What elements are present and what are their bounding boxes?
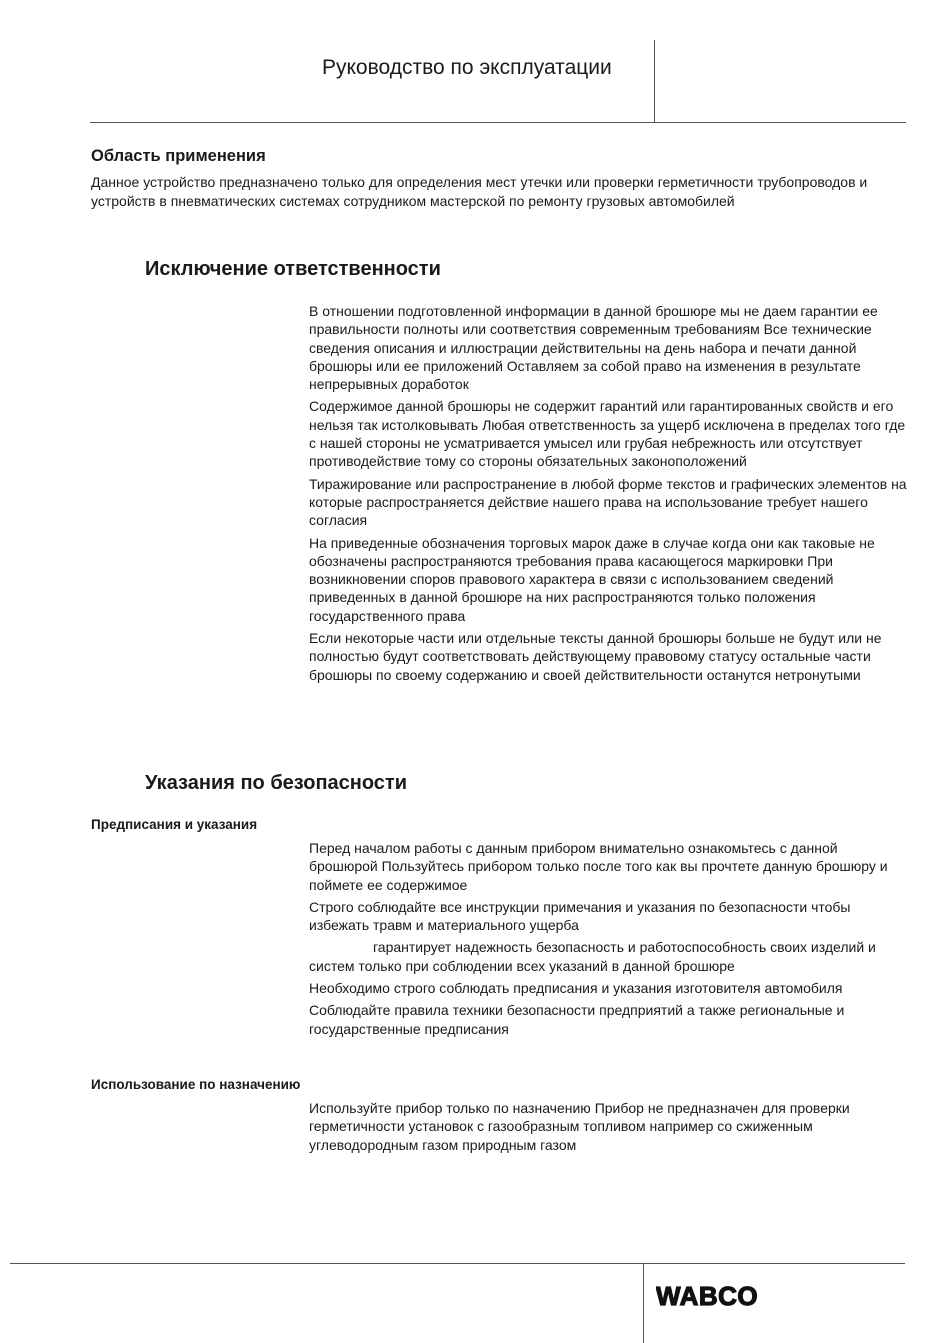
- footer-divider-horizontal: [10, 1263, 905, 1264]
- intended-use-body: [309, 1099, 909, 1158]
- scope-text: Данное устройство предназначено только для определения мест утечки или проверки герметичности трубопроводов и устройств в пневматических системах сотрудником мастерской по ремонту грузовых автомобилей: [91, 174, 868, 209]
- regulations-paragraph-text: гарантирует надежность безопасность и работоспособность своих изделий и систем только при соблюдении всех указаний в данной брошюре: [309, 939, 876, 974]
- intended-use-paragraph: Используйте прибор только по назначению Прибор не предназначен для проверки герметичности установок с газообразным топливом например со сжиженным углеводородным газом природным газом: [309, 1100, 850, 1153]
- scope-heading: Область применения: [91, 147, 266, 165]
- regulations-body: [309, 839, 909, 1042]
- disclaimer-paragraph: На приведенные обозначения торговых марок даже в случае когда они как таковые не обозначены распространяются требования права касающегося маркировки При возникновении споров правового характера в связи с использованием сведений приведенных в данной брошюре на них распространяются только положения государственного права: [309, 534, 875, 624]
- header-divider-vertical: [654, 40, 655, 123]
- disclaimer-paragraph: В отношении подготовленной информации в данной брошюре мы не даем гарантии ее правильности полноты или соответствия современным требованиям Все технические сведения описания и иллюстрации действительны на день набора и печати данной брошюры или ее приложений Оставляем за собой право на изменения в результате непрерывных доработок: [309, 303, 878, 393]
- regulations-paragraph: Необходимо строго соблюдать предписания и указания изготовителя автомобиля: [309, 980, 843, 997]
- disclaimer-paragraph: Если некоторые части или отдельные тексты данной брошюры больше не будут или не полностью будут соответствовать действующему правовому статусу остальные части брошюры по своему содержанию и своей действительности останутся нетронутыми: [309, 630, 882, 683]
- regulations-paragraph: Соблюдайте правила техники безопасности предприятий а также региональные и государственные предписания: [309, 1002, 845, 1037]
- disclaimer-paragraph: Тиражирование или распространение в любой форме текстов и графических элементов на которые распространяется действие нашего права на использование требует нашего согласия: [309, 475, 907, 529]
- disclaimer-paragraph: Содержимое данной брошюры не содержит гарантий или гарантированных свойств и его нельзя так истолковывать Любая ответственность за ущерб исключена в пределах того где с нашей стороны не усматривается умысел или грубая небрежность или отсутствует противодействие тому со стороны обязательных законоположений: [309, 398, 906, 470]
- disclaimer-body: [309, 302, 909, 688]
- safety-heading: Указания по безопасности: [145, 772, 408, 794]
- disclaimer-heading: Исключение ответственности: [145, 258, 441, 280]
- header-title: Руководство по эксплуатации: [322, 56, 612, 79]
- regulations-label: Предписания и указания: [91, 817, 258, 832]
- regulations-paragraph: Перед началом работы с данным прибором внимательно ознакомьтесь с данной брошюрой Пользуйтесь прибором только после того как вы прочтете данную брошюру и поймете ее содержимое: [309, 840, 888, 893]
- wabco-logo-text: WABCO: [656, 1282, 759, 1310]
- intended-use-label: Использование по назначению: [91, 1077, 301, 1092]
- footer-divider-vertical: [643, 1263, 644, 1343]
- regulations-paragraph: Строго соблюдайте все инструкции примечания и указания по безопасности чтобы избежать травм и материального ущерба: [309, 898, 851, 934]
- regulations-paragraph-indented: [309, 938, 909, 975]
- header-divider-horizontal: [90, 122, 906, 123]
- wabco-logo: [656, 1282, 796, 1310]
